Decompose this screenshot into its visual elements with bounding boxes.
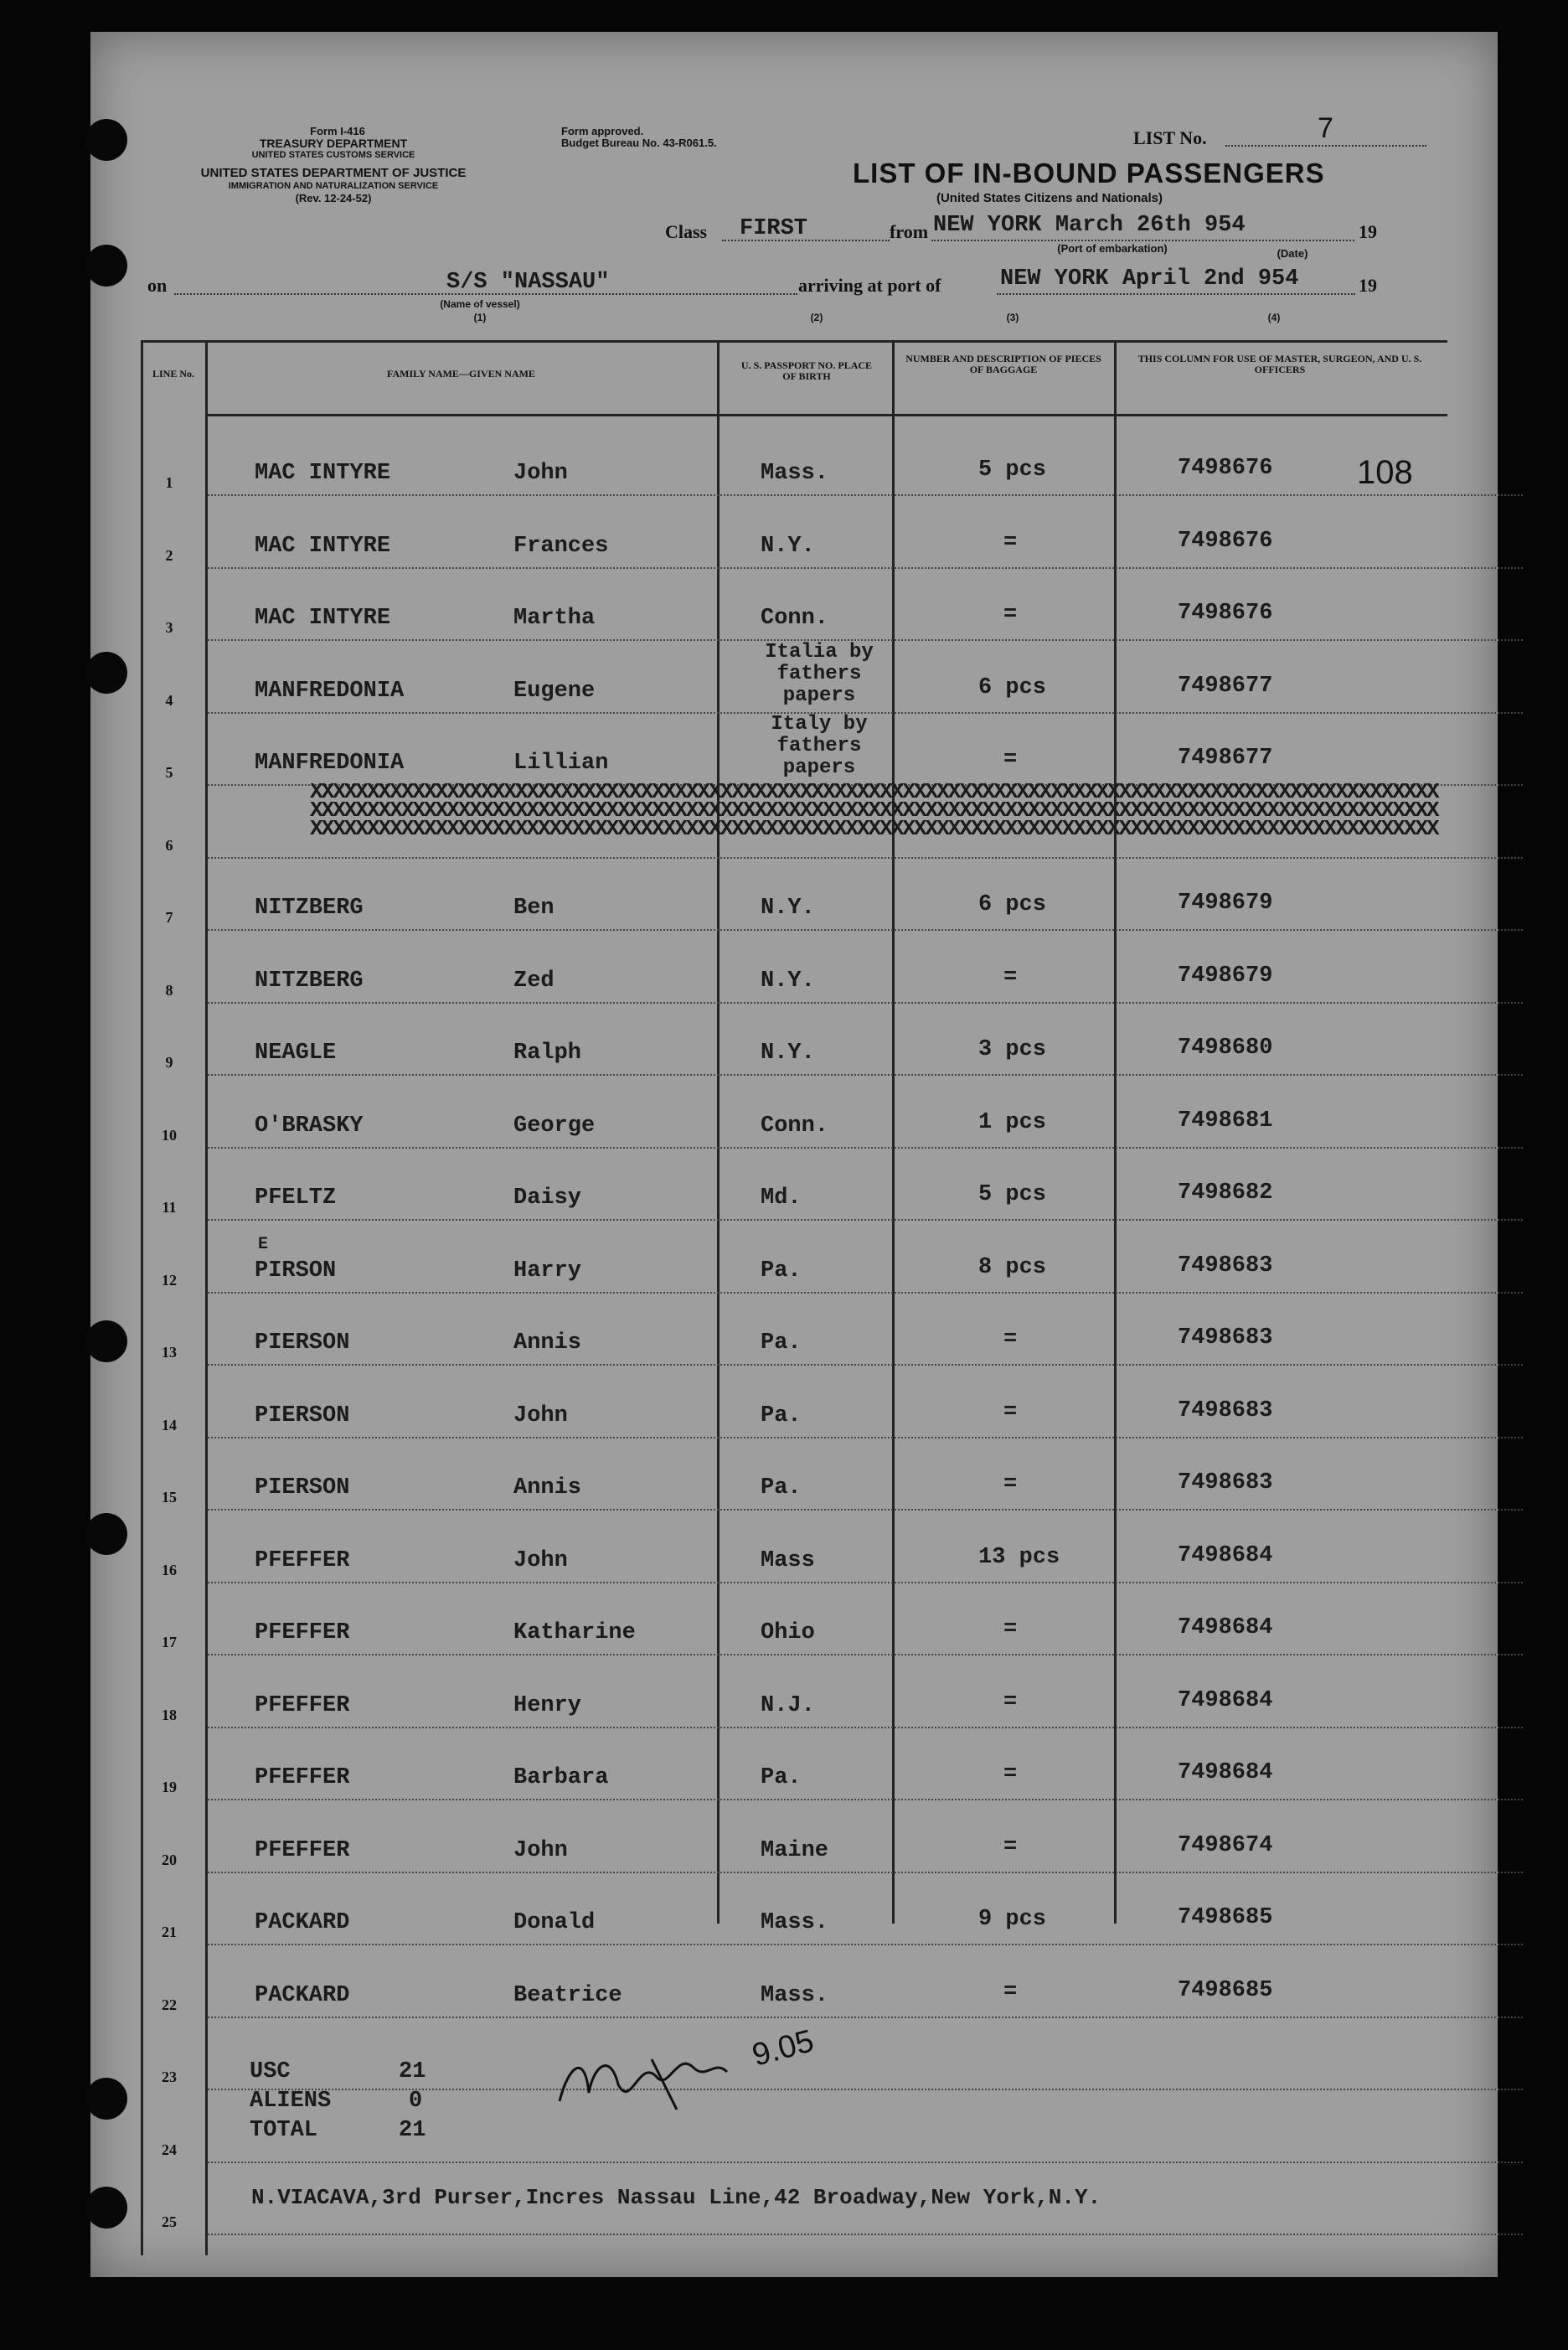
place-of-birth: Pa. [761, 1765, 802, 1790]
line-number: 23 [162, 2069, 177, 2085]
officer-code: 7498684 [1178, 1615, 1273, 1640]
line-number: 4 [165, 691, 173, 709]
class-label: Class [665, 221, 708, 242]
family-name: MANFREDONIA [255, 678, 405, 704]
col-head-name: FAMILY NAME—GIVEN NAME [387, 368, 535, 380]
place-of-birth: Pa. [761, 1330, 802, 1356]
baggage: 13 pcs [978, 1544, 1060, 1570]
baggage: = [1003, 1472, 1018, 1497]
line-number: 16 [162, 1561, 177, 1578]
caption-3: (3) [1006, 312, 1019, 323]
row-ruling [208, 2161, 1523, 2163]
col-head-use: THIS COLUMN FOR USE OF MASTER, SURGEON, AND U. S. OFFICERS [1137, 353, 1422, 375]
given-name: Barbara [513, 1765, 609, 1790]
caption-1: (1) [473, 312, 487, 323]
baggage: 3 pcs [978, 1037, 1047, 1062]
col-head-baggage: NUMBER AND DESCRIPTION OF PIECES OF BAGGAGE [905, 353, 1101, 375]
treasury-dept: TREASURY DEPARTMENT [259, 137, 408, 150]
baggage: = [1003, 602, 1018, 628]
officer-code: 7498684 [1178, 1687, 1273, 1713]
family-name: PIRSON [255, 1258, 337, 1283]
row-ruling [208, 1147, 1523, 1149]
baggage: = [1003, 1617, 1018, 1642]
budget-bureau: Budget Bureau No. 43-R061.5. [561, 137, 717, 149]
line-number: 2 [165, 546, 173, 564]
place-of-birth: Mass. [761, 461, 829, 486]
baggage: 5 pcs [978, 1182, 1047, 1207]
line-number: 5 [165, 764, 173, 781]
row-ruling [208, 494, 1523, 496]
row-ruling [208, 1872, 1523, 1873]
place-of-birth: Mass. [761, 1910, 829, 1935]
col-head-line: LINE No. [152, 368, 194, 380]
line-number: 14 [162, 1416, 177, 1433]
row-ruling [208, 1944, 1523, 1945]
line-number: 25 [162, 2213, 177, 2230]
officer-code: 7498676 [1178, 601, 1273, 626]
place-of-birth: Mass. [761, 1982, 829, 2008]
place-of-birth: Conn. [761, 606, 829, 631]
col-sep-passport [892, 340, 895, 1924]
officer-code: 7498684 [1178, 1760, 1273, 1785]
row-ruling [208, 1002, 1523, 1004]
from-underline [931, 240, 1354, 241]
row-ruling [208, 567, 1523, 569]
col-sep-baggage [1114, 340, 1117, 1924]
table-left-border [141, 340, 143, 2255]
handwritten-initials [551, 2017, 903, 2135]
row-ruling [208, 1364, 1523, 1366]
line-number: 22 [162, 1996, 177, 2013]
revision: (Rev. 12-24-52) [295, 192, 372, 204]
family-name: PFEFFER [255, 1620, 350, 1645]
total-value: 21 [399, 2118, 426, 2143]
place-of-birth: Italia by fathers papers [765, 640, 874, 707]
justice-dept: UNITED STATES DEPARTMENT OF JUSTICE [200, 166, 467, 180]
line-number: 19 [162, 1779, 177, 1795]
line-number: 3 [165, 619, 173, 636]
family-name: PIERSON [255, 1475, 350, 1500]
officer-code: 7498677 [1178, 673, 1273, 699]
baggage: 6 pcs [978, 674, 1047, 700]
binder-hole-2 [85, 245, 127, 287]
line-number: 21 [162, 1924, 177, 1940]
row-ruling [208, 1582, 1523, 1583]
given-name: Eugene [513, 678, 596, 704]
baggage: = [1003, 1399, 1018, 1425]
line-number: 11 [162, 1199, 177, 1216]
binder-hole-5 [85, 1513, 127, 1555]
given-name: Harry [513, 1258, 582, 1283]
table-top-border [141, 340, 1447, 343]
baggage: = [1003, 1979, 1018, 2005]
class-value: FIRST [740, 216, 808, 241]
row-ruling [208, 2234, 1523, 2235]
row-ruling [208, 1219, 1523, 1221]
binder-hole-1 [85, 119, 127, 161]
officer-code: 7498677 [1178, 746, 1273, 771]
baggage: 5 pcs [978, 457, 1047, 483]
binder-hole-7 [85, 2187, 127, 2229]
given-name: George [513, 1113, 596, 1139]
baggage: = [1003, 1834, 1018, 1860]
cancelled-row-x-2: XXXXXXXXXXXXXXXXXXXXXXXXXXXXXXXXXXXXXXXXXXXXXXXXXXXXXXXXXXXXXXXXXXXXXXXXXXXXXXXXXXXXXXXXXXXXXXXXXXX [310, 801, 1438, 819]
given-name: John [513, 1837, 568, 1863]
col-sep-line [205, 340, 208, 2255]
officer-code: 7498685 [1178, 1905, 1273, 1930]
officer-code: 7498684 [1178, 1542, 1273, 1568]
officer-code: 7498683 [1178, 1325, 1273, 1351]
row-ruling [208, 1074, 1523, 1076]
officer-code: 7498679 [1178, 963, 1273, 989]
line-number: 6 [165, 836, 173, 854]
arriving-label: arriving at port of [798, 275, 941, 296]
handwritten-note: 9.05 [748, 2023, 818, 2074]
binder-hole-6 [85, 2078, 127, 2120]
list-no-label: LIST No. [1133, 127, 1207, 148]
arriving-value: NEW YORK April 2nd 954 [1000, 266, 1299, 292]
given-name: John [513, 1402, 568, 1428]
place-of-birth: Mass [761, 1547, 815, 1573]
baggage: = [1003, 529, 1018, 555]
place-of-birth: N.Y. [761, 896, 815, 921]
given-name: Katharine [513, 1620, 636, 1645]
arriving-underline [997, 293, 1355, 295]
cancelled-row-x-3: XXXXXXXXXXXXXXXXXXXXXXXXXXXXXXXXXXXXXXXXXXXXXXXXXXXXXXXXXXXXXXXXXXXXXXXXXXXXXXXXXXXXXXXXXXXXXXXXXXX [310, 819, 1438, 838]
family-name: NITZBERG [255, 968, 364, 994]
form-title: LIST OF IN-BOUND PASSENGERS [853, 158, 1325, 189]
family-name: PFEFFER [255, 1692, 350, 1718]
baggage: = [1003, 1762, 1018, 1787]
officer-code: 7498681 [1178, 1108, 1273, 1134]
given-name: Frances [513, 533, 609, 559]
row-ruling [208, 857, 1523, 859]
cancelled-row-x-1: XXXXXXXXXXXXXXXXXXXXXXXXXXXXXXXXXXXXXXXXXXXXXXXXXXXXXXXXXXXXXXXXXXXXXXXXXXXXXXXXXXXXXXXXXXXXXXXXXXX [310, 782, 1438, 801]
family-name: MAC INTYRE [255, 606, 391, 631]
baggage: 9 pcs [978, 1907, 1047, 1932]
line-number: 8 [165, 981, 173, 999]
officer-code: 7498674 [1178, 1832, 1273, 1858]
from-value: NEW YORK March 26th 954 [933, 213, 1246, 238]
family-name: PACKARD [255, 1982, 350, 2008]
given-name: Daisy [513, 1185, 582, 1211]
list-no-value: 7 [1318, 112, 1333, 144]
usc-value: 21 [399, 2059, 426, 2084]
officer-code: 7498683 [1178, 1397, 1273, 1423]
usc-label: USC [250, 2059, 291, 2084]
aliens-value: 0 [409, 2089, 423, 2114]
line-number: 15 [162, 1489, 177, 1506]
officer-code: 7498676 [1178, 456, 1273, 481]
place-of-birth: Italy by fathers papers [771, 713, 868, 779]
baggage: 1 pcs [978, 1109, 1047, 1135]
place-of-birth: Conn. [761, 1113, 829, 1139]
binder-hole-3 [85, 652, 127, 694]
aliens-label: ALIENS [250, 2089, 332, 2114]
officer-code: 7498676 [1178, 528, 1273, 554]
from-label: from [890, 221, 929, 242]
family-name: O'BRASKY [255, 1113, 364, 1139]
caption-2: (2) [810, 312, 823, 323]
given-name: John [513, 1547, 568, 1573]
place-of-birth: N.J. [761, 1692, 815, 1718]
on-label: on [147, 275, 168, 296]
officer-code: 7498683 [1178, 1470, 1273, 1495]
col-sep-name [717, 340, 720, 1924]
header-bottom-border [205, 414, 1447, 416]
vessel-caption: (Name of vessel) [440, 298, 520, 310]
given-name: John [513, 461, 568, 486]
row-ruling [208, 1292, 1523, 1294]
given-name: Zed [513, 968, 554, 994]
family-name: MANFREDONIA [255, 751, 405, 776]
family-name: MAC INTYRE [255, 461, 391, 486]
given-name: Annis [513, 1475, 582, 1500]
given-name: Martha [513, 606, 596, 631]
form-id: Form I-416 [310, 125, 365, 137]
officer-code: 7498682 [1178, 1180, 1273, 1206]
given-name: Ralph [513, 1041, 582, 1066]
place-of-birth: Md. [761, 1185, 802, 1211]
line-number: 12 [162, 1271, 177, 1289]
family-name: NEAGLE [255, 1041, 337, 1066]
place-of-birth: N.Y. [761, 1041, 815, 1066]
binder-hole-4 [85, 1320, 127, 1362]
vessel-value: S/S "NASSAU" [446, 270, 610, 295]
baggage: = [1003, 964, 1018, 990]
e-correction: E [258, 1235, 269, 1254]
family-name: PIERSON [255, 1402, 350, 1428]
form-subtitle: (United States Citizens and Nationals) [936, 191, 1163, 205]
line-number: 10 [162, 1126, 177, 1144]
form-approved: Form approved. [561, 125, 644, 137]
place-of-birth: Ohio [761, 1620, 815, 1645]
family-name: PACKARD [255, 1910, 350, 1935]
year-suffix-2: 19 [1359, 275, 1377, 296]
baggage: 8 pcs [978, 1254, 1047, 1280]
place-of-birth: Pa. [761, 1258, 802, 1283]
caption-4: (4) [1267, 312, 1281, 323]
line-number: 9 [165, 1054, 173, 1071]
place-of-birth: N.Y. [761, 968, 815, 994]
line-number: 18 [162, 1706, 177, 1723]
place-of-birth: Maine [761, 1837, 829, 1863]
customs-service: UNITED STATES CUSTOMS SERVICE [251, 150, 415, 160]
family-name: NITZBERG [255, 896, 364, 921]
place-of-birth: N.Y. [761, 533, 815, 559]
family-name: PFEFFER [255, 1837, 350, 1863]
line-number: 24 [162, 2141, 177, 2158]
margin-number: 108 [1357, 454, 1413, 491]
given-name: Beatrice [513, 1982, 622, 2008]
row-ruling [208, 1654, 1523, 1655]
date-caption-1: (Date) [1277, 247, 1308, 260]
family-name: MAC INTYRE [255, 533, 391, 559]
row-ruling [208, 1727, 1523, 1728]
line-number: 17 [162, 1634, 177, 1650]
given-name: Donald [513, 1910, 596, 1935]
line-number: 13 [162, 1344, 177, 1361]
line-number: 1 [165, 474, 173, 491]
line-number: 7 [165, 909, 173, 926]
row-ruling [208, 929, 1523, 931]
family-name: PFEFFER [255, 1765, 350, 1790]
officer-code: 7498679 [1178, 891, 1273, 916]
place-of-birth: Pa. [761, 1402, 802, 1428]
officer-code: 7498680 [1178, 1036, 1273, 1061]
given-name: Henry [513, 1692, 582, 1718]
family-name: PFEFFER [255, 1547, 350, 1573]
purser-signature: N.VIACAVA,3rd Purser,Incres Nassau Line,42 Broadway,New York,N.Y. [251, 2185, 1101, 2210]
place-of-birth: Pa. [761, 1475, 802, 1500]
family-name: PFELTZ [255, 1185, 337, 1211]
row-ruling [208, 1509, 1523, 1511]
total-label: TOTAL [250, 2118, 318, 2143]
baggage: = [1003, 747, 1018, 772]
ins-service: IMMIGRATION AND NATURALIZATION SERVICE [228, 181, 439, 191]
list-no-underline [1225, 145, 1426, 147]
port-embark-caption: (Port of embarkation) [1057, 242, 1168, 255]
year-suffix-1: 19 [1359, 221, 1377, 242]
baggage: 6 pcs [978, 892, 1047, 917]
row-ruling [208, 1799, 1523, 1800]
line-number: 20 [162, 1851, 177, 1868]
given-name: Annis [513, 1330, 582, 1356]
col-head-passport: U. S. PASSPORT NO. PLACE OF BIRTH [740, 359, 873, 382]
baggage: = [1003, 1689, 1018, 1715]
given-name: Ben [513, 896, 554, 921]
given-name: Lillian [513, 751, 609, 776]
officer-code: 7498683 [1178, 1252, 1273, 1278]
family-name: PIERSON [255, 1330, 350, 1356]
form-sheet [90, 32, 1498, 2277]
officer-code: 7498685 [1178, 1977, 1273, 2003]
baggage: = [1003, 1327, 1018, 1352]
row-ruling [208, 1437, 1523, 1438]
